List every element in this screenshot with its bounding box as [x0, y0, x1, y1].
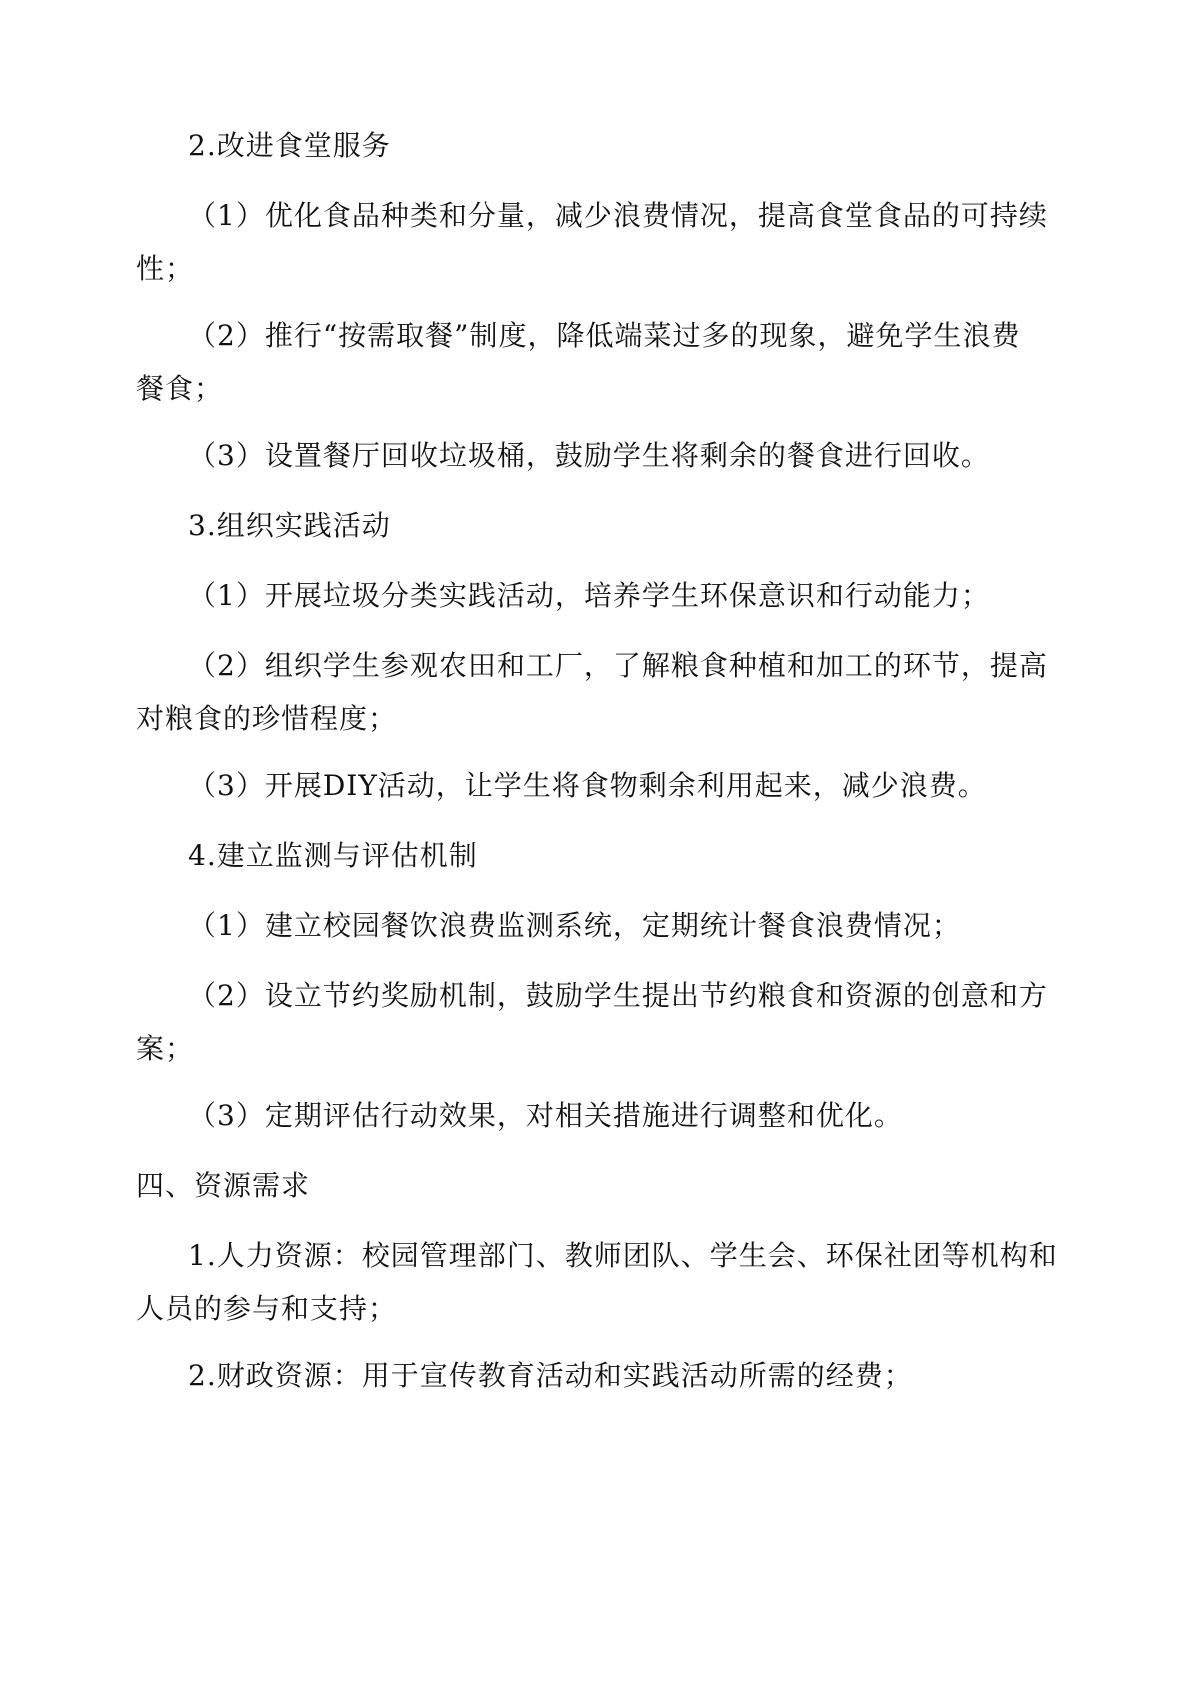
list-item-line: （2）设立节约奖励机制，鼓励学生提出节约粮食和资源的创意和方	[188, 979, 1048, 1012]
list-item-line: 人员的参与和支持；	[136, 1292, 398, 1325]
list-item-line: 对粮食的珍惜程度；	[136, 702, 398, 735]
list-item-line: 1.人力资源：校园管理部门、教师团队、学生会、环保社团等机构和	[188, 1239, 1058, 1272]
list-item-line: （2）组织学生参观农田和工厂，了解粮食种植和加工的环节，提高	[188, 649, 1048, 682]
list-item: （3）设置餐厅回收垃圾桶，鼓励学生将剩余的餐食进行回收。	[188, 439, 990, 472]
list-item-line: 餐食；	[136, 372, 224, 405]
list-item: （1）开展垃圾分类实践活动，培养学生环保意识和行动能力；	[188, 579, 990, 612]
list-item-line: （2）推行“按需取餐”制度，降低端菜过多的现象，避免学生浪费	[188, 319, 1021, 352]
section-heading-practice-activities: 3.组织实践活动	[188, 509, 391, 542]
list-item-line: 案；	[136, 1032, 195, 1065]
list-item-line: 性；	[136, 252, 195, 285]
section-heading-canteen-service: 2.改进食堂服务	[188, 129, 391, 162]
list-item-line: （1）优化食品种类和分量，减少浪费情况，提高食堂食品的可持续	[188, 199, 1048, 232]
list-item: （3）开展DIY活动，让学生将食物剩余利用起来，减少浪费。	[188, 769, 987, 802]
list-item: 2.财政资源：用于宣传教育活动和实践活动所需的经费；	[188, 1359, 913, 1392]
list-item: （1）建立校园餐饮浪费监测系统，定期统计餐食浪费情况；	[188, 909, 961, 942]
list-item: （3）定期评估行动效果，对相关措施进行调整和优化。	[188, 1099, 903, 1132]
part-heading-resource-needs: 四、资源需求	[136, 1169, 311, 1202]
section-heading-monitoring: 4.建立监测与评估机制	[188, 839, 478, 872]
